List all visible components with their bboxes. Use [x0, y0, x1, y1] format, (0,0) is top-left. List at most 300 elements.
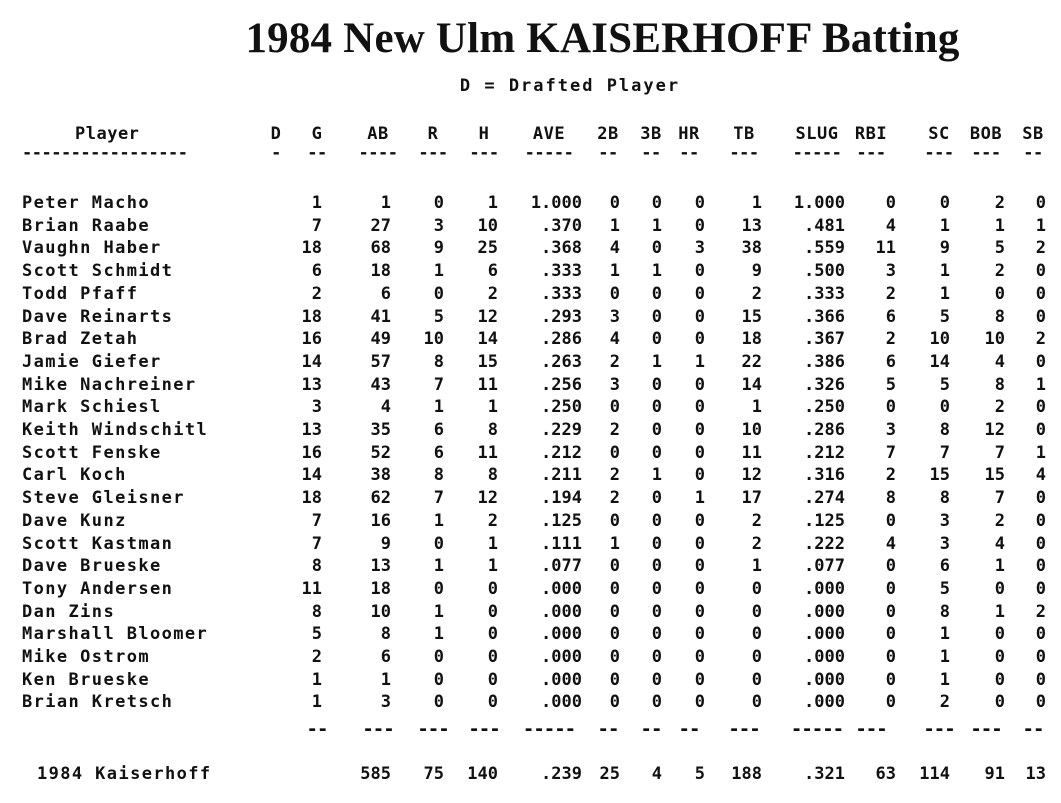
- totals-rule-segment: --: [1022, 718, 1044, 740]
- stat-h: 0: [487, 624, 498, 644]
- table-row: [0, 216, 1061, 238]
- stat-g: 18: [301, 488, 322, 508]
- stat-slug: .000: [804, 647, 845, 667]
- header-rule-segment: ---: [418, 143, 448, 163]
- player-name: Ken Brueske: [22, 670, 150, 690]
- stat-rbi: 6: [885, 352, 896, 372]
- stat-slug: .316: [804, 465, 845, 485]
- stat-sb: 0: [1035, 284, 1046, 304]
- stat-3b: 0: [651, 420, 662, 440]
- header-rule-segment: ---: [971, 143, 1001, 163]
- stat-hr: 0: [694, 556, 705, 576]
- stat-ave: .111: [541, 534, 582, 554]
- stat-bob: 7: [994, 488, 1005, 508]
- stat-r: 1: [433, 511, 444, 531]
- totals-rule-segment: ---: [970, 718, 1002, 740]
- stat-sc: 1: [939, 647, 950, 667]
- stat-2b: 2: [609, 465, 620, 485]
- header-sc: SC: [928, 124, 950, 144]
- table-row: [0, 261, 1061, 283]
- stat-r: 0: [433, 284, 444, 304]
- stat-ab: 13: [370, 556, 391, 576]
- table-row: [0, 647, 1061, 669]
- totals-rule-segment: --: [597, 718, 619, 740]
- stat-h: 25: [477, 238, 498, 258]
- stat-hr: 0: [694, 307, 705, 327]
- stat-ave: .000: [541, 692, 582, 712]
- stat-g: 11: [301, 579, 322, 599]
- stat-slug: .286: [804, 420, 845, 440]
- stat-3b: 0: [651, 488, 662, 508]
- stat-slug: .250: [804, 397, 845, 417]
- stat-sc: 8: [939, 488, 950, 508]
- stat-rbi: 11: [875, 238, 896, 258]
- stat-ab: 9: [380, 534, 391, 554]
- header-rule-segment: ---: [469, 143, 499, 163]
- stat-ave: .000: [541, 579, 582, 599]
- stat-sc: 8: [939, 420, 950, 440]
- totals-label: 1984 Kaiserhoff: [37, 764, 212, 784]
- stat-ave: .333: [541, 284, 582, 304]
- stat-sc: 8: [939, 602, 950, 622]
- stat-g: 7: [311, 216, 322, 236]
- stat-3b: 0: [651, 556, 662, 576]
- stat-sb: 2: [1035, 238, 1046, 258]
- stat-sc: 0: [939, 193, 950, 213]
- player-name: Dan Zins: [22, 602, 116, 622]
- stat-ab: 16: [370, 511, 391, 531]
- stat-ab: 18: [370, 579, 391, 599]
- stat-r: 10: [423, 329, 444, 349]
- stat-g: 2: [311, 647, 322, 667]
- stat-tb: 0: [751, 602, 762, 622]
- stat-h: 8: [487, 420, 498, 440]
- stat-3b: 0: [651, 647, 662, 667]
- stat-ave: .000: [541, 602, 582, 622]
- stat-rbi: 0: [885, 397, 896, 417]
- stat-sb: 1: [1035, 375, 1046, 395]
- stat-slug: .000: [804, 624, 845, 644]
- stat-rbi: 0: [885, 624, 896, 644]
- stat-2b: 1: [609, 216, 620, 236]
- stat-rbi: 0: [885, 602, 896, 622]
- stat-sc: 7: [939, 443, 950, 463]
- stat-bob: 10: [984, 329, 1005, 349]
- stat-bob: 4: [994, 534, 1005, 554]
- stat-bob: 2: [994, 193, 1005, 213]
- total-hr: 5: [694, 764, 705, 784]
- totals-rule-segment: --: [678, 718, 700, 740]
- total-h: 140: [467, 764, 498, 784]
- totals-rule: [0, 718, 1061, 740]
- stat-ab: 1: [380, 193, 391, 213]
- header-ab: AB: [367, 124, 389, 144]
- header-hr: HR: [678, 124, 700, 144]
- stat-hr: 1: [694, 488, 705, 508]
- stat-bob: 1: [994, 602, 1005, 622]
- stat-sb: 0: [1035, 579, 1046, 599]
- stat-2b: 2: [609, 352, 620, 372]
- stat-2b: 0: [609, 647, 620, 667]
- header-tb: TB: [733, 124, 755, 144]
- stat-tb: 0: [751, 579, 762, 599]
- stat-ave: .194: [541, 488, 582, 508]
- stat-g: 7: [311, 511, 322, 531]
- stat-bob: 15: [984, 465, 1005, 485]
- stat-rbi: 0: [885, 556, 896, 576]
- table-row: [0, 238, 1061, 260]
- stat-slug: .274: [804, 488, 845, 508]
- stat-sc: 1: [939, 670, 950, 690]
- stat-sb: 2: [1035, 602, 1046, 622]
- table-row: [0, 284, 1061, 306]
- stat-sc: 15: [929, 465, 950, 485]
- stat-r: 7: [433, 375, 444, 395]
- stat-r: 0: [433, 670, 444, 690]
- stat-h: 0: [487, 579, 498, 599]
- totals-rule-segment: ---: [728, 718, 760, 740]
- total-r: 75: [423, 764, 444, 784]
- stat-hr: 0: [694, 534, 705, 554]
- stat-sc: 14: [929, 352, 950, 372]
- stat-hr: 0: [694, 511, 705, 531]
- table-row: [0, 420, 1061, 442]
- header-bob: BOB: [969, 124, 1003, 144]
- table-row: [0, 692, 1061, 714]
- stat-sc: 0: [939, 397, 950, 417]
- stat-bob: 12: [984, 420, 1005, 440]
- stat-ave: 1.000: [530, 193, 582, 213]
- table-row: [0, 556, 1061, 578]
- stat-rbi: 2: [885, 465, 896, 485]
- stat-h: 2: [487, 284, 498, 304]
- stat-bob: 4: [994, 352, 1005, 372]
- totals-rule-segment: -----: [790, 718, 844, 740]
- stat-h: 10: [477, 216, 498, 236]
- total-rbi: 63: [875, 764, 896, 784]
- page-title: 1984 New Ulm KAISERHOFF Batting: [245, 15, 960, 62]
- header-ave: AVE: [532, 124, 566, 144]
- header-r: R: [427, 124, 439, 144]
- stat-g: 16: [301, 329, 322, 349]
- stat-h: 1: [487, 397, 498, 417]
- header-rule-segment: -----: [792, 143, 842, 163]
- stat-r: 0: [433, 579, 444, 599]
- totals-rule-segment: ---: [417, 718, 449, 740]
- stat-g: 14: [301, 352, 322, 372]
- stat-sb: 0: [1035, 556, 1046, 576]
- header-slug: SLUG: [795, 124, 839, 144]
- stat-slug: .326: [804, 375, 845, 395]
- header-h: H: [478, 124, 490, 144]
- stat-3b: 0: [651, 397, 662, 417]
- stat-tb: 2: [751, 511, 762, 531]
- stat-sc: 5: [939, 375, 950, 395]
- stat-ave: .256: [541, 375, 582, 395]
- stat-3b: 0: [651, 375, 662, 395]
- stat-3b: 0: [651, 602, 662, 622]
- stat-bob: 2: [994, 511, 1005, 531]
- totals-rule-segment: --: [640, 718, 662, 740]
- stat-sb: 0: [1035, 397, 1046, 417]
- player-name: Steve Gleisner: [22, 488, 185, 508]
- stat-2b: 0: [609, 397, 620, 417]
- stat-ab: 18: [370, 261, 391, 281]
- totals-rule-segment: ---: [923, 718, 955, 740]
- stat-slug: .500: [804, 261, 845, 281]
- stat-sc: 1: [939, 624, 950, 644]
- stat-ab: 52: [370, 443, 391, 463]
- stat-2b: 0: [609, 602, 620, 622]
- stat-sc: 10: [929, 329, 950, 349]
- stat-r: 1: [433, 624, 444, 644]
- stat-r: 1: [433, 261, 444, 281]
- stat-slug: .367: [804, 329, 845, 349]
- header-rule-segment: ---: [729, 143, 759, 163]
- stat-h: 0: [487, 692, 498, 712]
- stat-tb: 13: [741, 216, 762, 236]
- stat-h: 1: [487, 556, 498, 576]
- stat-slug: .333: [804, 284, 845, 304]
- stat-g: 14: [301, 465, 322, 485]
- stat-rbi: 8: [885, 488, 896, 508]
- stat-r: 0: [433, 647, 444, 667]
- stat-hr: 0: [694, 647, 705, 667]
- total-3b: 4: [651, 764, 662, 784]
- stat-bob: 0: [994, 579, 1005, 599]
- stat-rbi: 0: [885, 193, 896, 213]
- stat-tb: 1: [751, 193, 762, 213]
- stat-tb: 38: [741, 238, 762, 258]
- header-2b: 2B: [597, 124, 619, 144]
- stat-3b: 1: [651, 216, 662, 236]
- stat-tb: 14: [741, 375, 762, 395]
- stat-slug: .000: [804, 670, 845, 690]
- stat-3b: 0: [651, 670, 662, 690]
- stat-rbi: 0: [885, 511, 896, 531]
- stat-tb: 0: [751, 670, 762, 690]
- stat-bob: 2: [994, 397, 1005, 417]
- stat-sb: 1: [1035, 443, 1046, 463]
- stat-bob: 2: [994, 261, 1005, 281]
- stat-3b: 0: [651, 284, 662, 304]
- stat-h: 12: [477, 307, 498, 327]
- stat-rbi: 6: [885, 307, 896, 327]
- player-name: Mark Schiesl: [22, 397, 162, 417]
- stat-2b: 0: [609, 511, 620, 531]
- player-name: Scott Fenske: [22, 443, 162, 463]
- table-row: [0, 443, 1061, 465]
- stat-slug: .481: [804, 216, 845, 236]
- header-rule-segment: -: [271, 143, 281, 163]
- stat-tb: 9: [751, 261, 762, 281]
- stat-g: 6: [311, 261, 322, 281]
- table-row: [0, 579, 1061, 601]
- header-rule-segment: -----: [524, 143, 574, 163]
- stat-tb: 0: [751, 624, 762, 644]
- stat-bob: 1: [994, 556, 1005, 576]
- stat-3b: 0: [651, 692, 662, 712]
- stat-ab: 62: [370, 488, 391, 508]
- stat-g: 7: [311, 534, 322, 554]
- stat-slug: .000: [804, 602, 845, 622]
- stat-sb: 0: [1035, 193, 1046, 213]
- stat-bob: 0: [994, 284, 1005, 304]
- header-rule-segment: ----: [358, 143, 398, 163]
- stat-rbi: 5: [885, 375, 896, 395]
- total-2b: 25: [599, 764, 620, 784]
- stat-3b: 0: [651, 579, 662, 599]
- header-rule-segment: --: [307, 143, 327, 163]
- stat-h: 8: [487, 465, 498, 485]
- total-bob: 91: [984, 764, 1005, 784]
- stat-hr: 0: [694, 375, 705, 395]
- stat-h: 1: [487, 534, 498, 554]
- table-row: [0, 465, 1061, 487]
- stat-g: 18: [301, 307, 322, 327]
- stat-rbi: 4: [885, 534, 896, 554]
- stat-ab: 49: [370, 329, 391, 349]
- stat-slug: .366: [804, 307, 845, 327]
- stat-r: 6: [433, 443, 444, 463]
- player-name: Tony Andersen: [22, 579, 174, 599]
- totals-rule-segment: ---: [855, 718, 887, 740]
- stat-sc: 2: [939, 692, 950, 712]
- stat-tb: 17: [741, 488, 762, 508]
- stat-g: 13: [301, 375, 322, 395]
- stat-hr: 0: [694, 465, 705, 485]
- table-row: [0, 488, 1061, 510]
- stat-sb: 0: [1035, 511, 1046, 531]
- stat-slug: .125: [804, 511, 845, 531]
- stat-r: 5: [433, 307, 444, 327]
- stat-sb: 0: [1035, 307, 1046, 327]
- header-rule-segment: --: [641, 143, 661, 163]
- stat-ab: 57: [370, 352, 391, 372]
- table-row: [0, 511, 1061, 533]
- stat-bob: 1: [994, 216, 1005, 236]
- stat-rbi: 7: [885, 443, 896, 463]
- totals-row: [0, 764, 1061, 786]
- stat-g: 8: [311, 602, 322, 622]
- stat-hr: 0: [694, 216, 705, 236]
- stat-ave: .229: [541, 420, 582, 440]
- stat-rbi: 2: [885, 284, 896, 304]
- stat-slug: .000: [804, 579, 845, 599]
- stat-ab: 38: [370, 465, 391, 485]
- player-name: Brad Zetah: [22, 329, 139, 349]
- stat-h: 2: [487, 511, 498, 531]
- stat-rbi: 3: [885, 261, 896, 281]
- table-row: [0, 534, 1061, 556]
- stat-slug: .212: [804, 443, 845, 463]
- stat-hr: 0: [694, 670, 705, 690]
- stat-g: 1: [311, 692, 322, 712]
- stat-2b: 0: [609, 624, 620, 644]
- stat-ab: 1: [380, 670, 391, 690]
- stat-slug: 1.000: [793, 193, 845, 213]
- player-name: Dave Brueske: [22, 556, 162, 576]
- stat-2b: 0: [609, 556, 620, 576]
- stat-g: 1: [311, 193, 322, 213]
- player-name: Marshall Bloomer: [22, 624, 209, 644]
- stat-rbi: 2: [885, 329, 896, 349]
- stat-r: 8: [433, 465, 444, 485]
- player-name: Dave Kunz: [22, 511, 127, 531]
- stat-h: 0: [487, 647, 498, 667]
- stat-r: 1: [433, 556, 444, 576]
- stat-sb: 0: [1035, 488, 1046, 508]
- stat-2b: 0: [609, 692, 620, 712]
- stat-3b: 0: [651, 307, 662, 327]
- header-sb: SB: [1022, 124, 1044, 144]
- stat-3b: 0: [651, 443, 662, 463]
- total-ab: 585: [360, 764, 391, 784]
- stat-ab: 41: [370, 307, 391, 327]
- header-rule-segment: -----------------: [22, 143, 188, 163]
- stat-ave: .370: [541, 216, 582, 236]
- stat-h: 12: [477, 488, 498, 508]
- stat-3b: 0: [651, 511, 662, 531]
- stat-g: 8: [311, 556, 322, 576]
- stat-h: 0: [487, 670, 498, 690]
- stat-tb: 2: [751, 284, 762, 304]
- stat-hr: 3: [694, 238, 705, 258]
- player-name: Peter Macho: [22, 193, 150, 213]
- stat-hr: 0: [694, 443, 705, 463]
- stat-tb: 18: [741, 329, 762, 349]
- stat-g: 16: [301, 443, 322, 463]
- stat-sb: 4: [1035, 465, 1046, 485]
- stat-sb: 0: [1035, 352, 1046, 372]
- stat-3b: 1: [651, 352, 662, 372]
- stat-bob: 0: [994, 692, 1005, 712]
- stat-g: 18: [301, 238, 322, 258]
- stat-sc: 3: [939, 534, 950, 554]
- stat-ab: 10: [370, 602, 391, 622]
- stat-tb: 0: [751, 692, 762, 712]
- stat-tb: 15: [741, 307, 762, 327]
- stat-3b: 1: [651, 465, 662, 485]
- total-slug: .321: [804, 764, 845, 784]
- stat-3b: 0: [651, 534, 662, 554]
- stat-tb: 10: [741, 420, 762, 440]
- stat-ab: 43: [370, 375, 391, 395]
- stat-hr: 0: [694, 624, 705, 644]
- stat-r: 0: [433, 692, 444, 712]
- stat-ab: 35: [370, 420, 391, 440]
- stat-tb: 2: [751, 534, 762, 554]
- stat-2b: 0: [609, 670, 620, 690]
- stat-2b: 3: [609, 375, 620, 395]
- header-d: D: [270, 124, 282, 144]
- stat-2b: 1: [609, 534, 620, 554]
- stat-bob: 5: [994, 238, 1005, 258]
- stat-2b: 4: [609, 238, 620, 258]
- stat-sb: 0: [1035, 692, 1046, 712]
- stat-sc: 6: [939, 556, 950, 576]
- stat-tb: 11: [741, 443, 762, 463]
- stat-rbi: 0: [885, 647, 896, 667]
- stat-2b: 1: [609, 261, 620, 281]
- stat-ab: 3: [380, 692, 391, 712]
- player-name: Carl Koch: [22, 465, 127, 485]
- stat-sb: 0: [1035, 647, 1046, 667]
- stat-2b: 2: [609, 420, 620, 440]
- stat-hr: 0: [694, 329, 705, 349]
- stat-hr: 0: [694, 692, 705, 712]
- stat-rbi: 4: [885, 216, 896, 236]
